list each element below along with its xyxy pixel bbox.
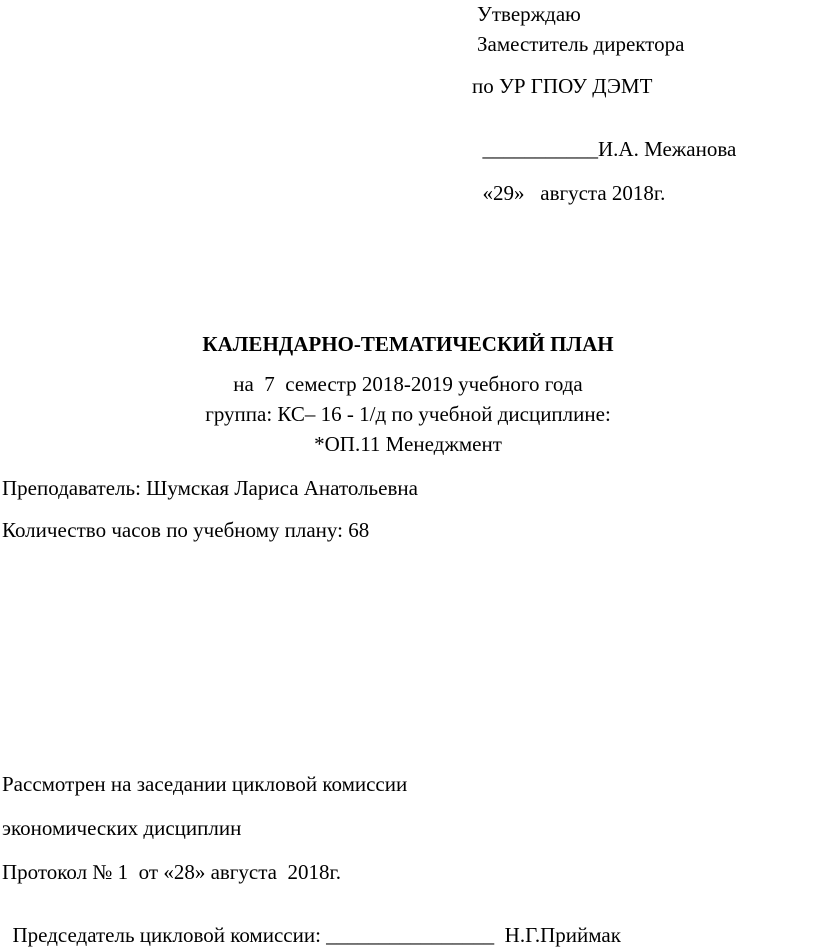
approval-approve: Утверждаю xyxy=(477,2,581,26)
teacher-line: Преподаватель: Шумская Лариса Анатольевна xyxy=(2,476,418,500)
semester-line: на 7 семестр 2018-2019 учебного года xyxy=(233,372,583,396)
approval-signer: И.А. Межанова xyxy=(598,137,737,161)
group-line: группа: КС– 16 - 1/д по учебной дисциплине: xyxy=(205,402,611,426)
approval-date-rest: августа 2018г. xyxy=(540,181,666,205)
approval-signature-line xyxy=(472,118,736,160)
commission-reviewed: Рассмотрен на заседании цикловой комиссии xyxy=(2,772,408,796)
chair-label: Председатель цикловой комиссии: xyxy=(12,923,321,947)
protocol-line: Протокол № 1 от «28» августа 2018г. xyxy=(2,860,341,884)
commission-name: экономических дисциплин xyxy=(2,816,242,840)
approval-position: Заместитель директора xyxy=(477,32,685,56)
signature-blank: ___________ xyxy=(482,137,598,161)
chair-line xyxy=(2,904,621,946)
approval-date xyxy=(472,162,665,204)
chair-name: Н.Г.Приймак xyxy=(504,923,621,947)
chair-signature-blank: ________________ xyxy=(326,923,495,947)
hours-line: Количество часов по учебному плану: 68 xyxy=(2,518,370,542)
document-title: КАЛЕНДАРНО-ТЕМАТИЧЕСКИЙ ПЛАН xyxy=(202,332,614,356)
approval-department: по УР ГПОУ ДЭМТ xyxy=(472,74,653,98)
approval-date-day: «29» xyxy=(482,181,525,205)
discipline-line: *ОП.11 Менеджмент xyxy=(314,432,502,456)
